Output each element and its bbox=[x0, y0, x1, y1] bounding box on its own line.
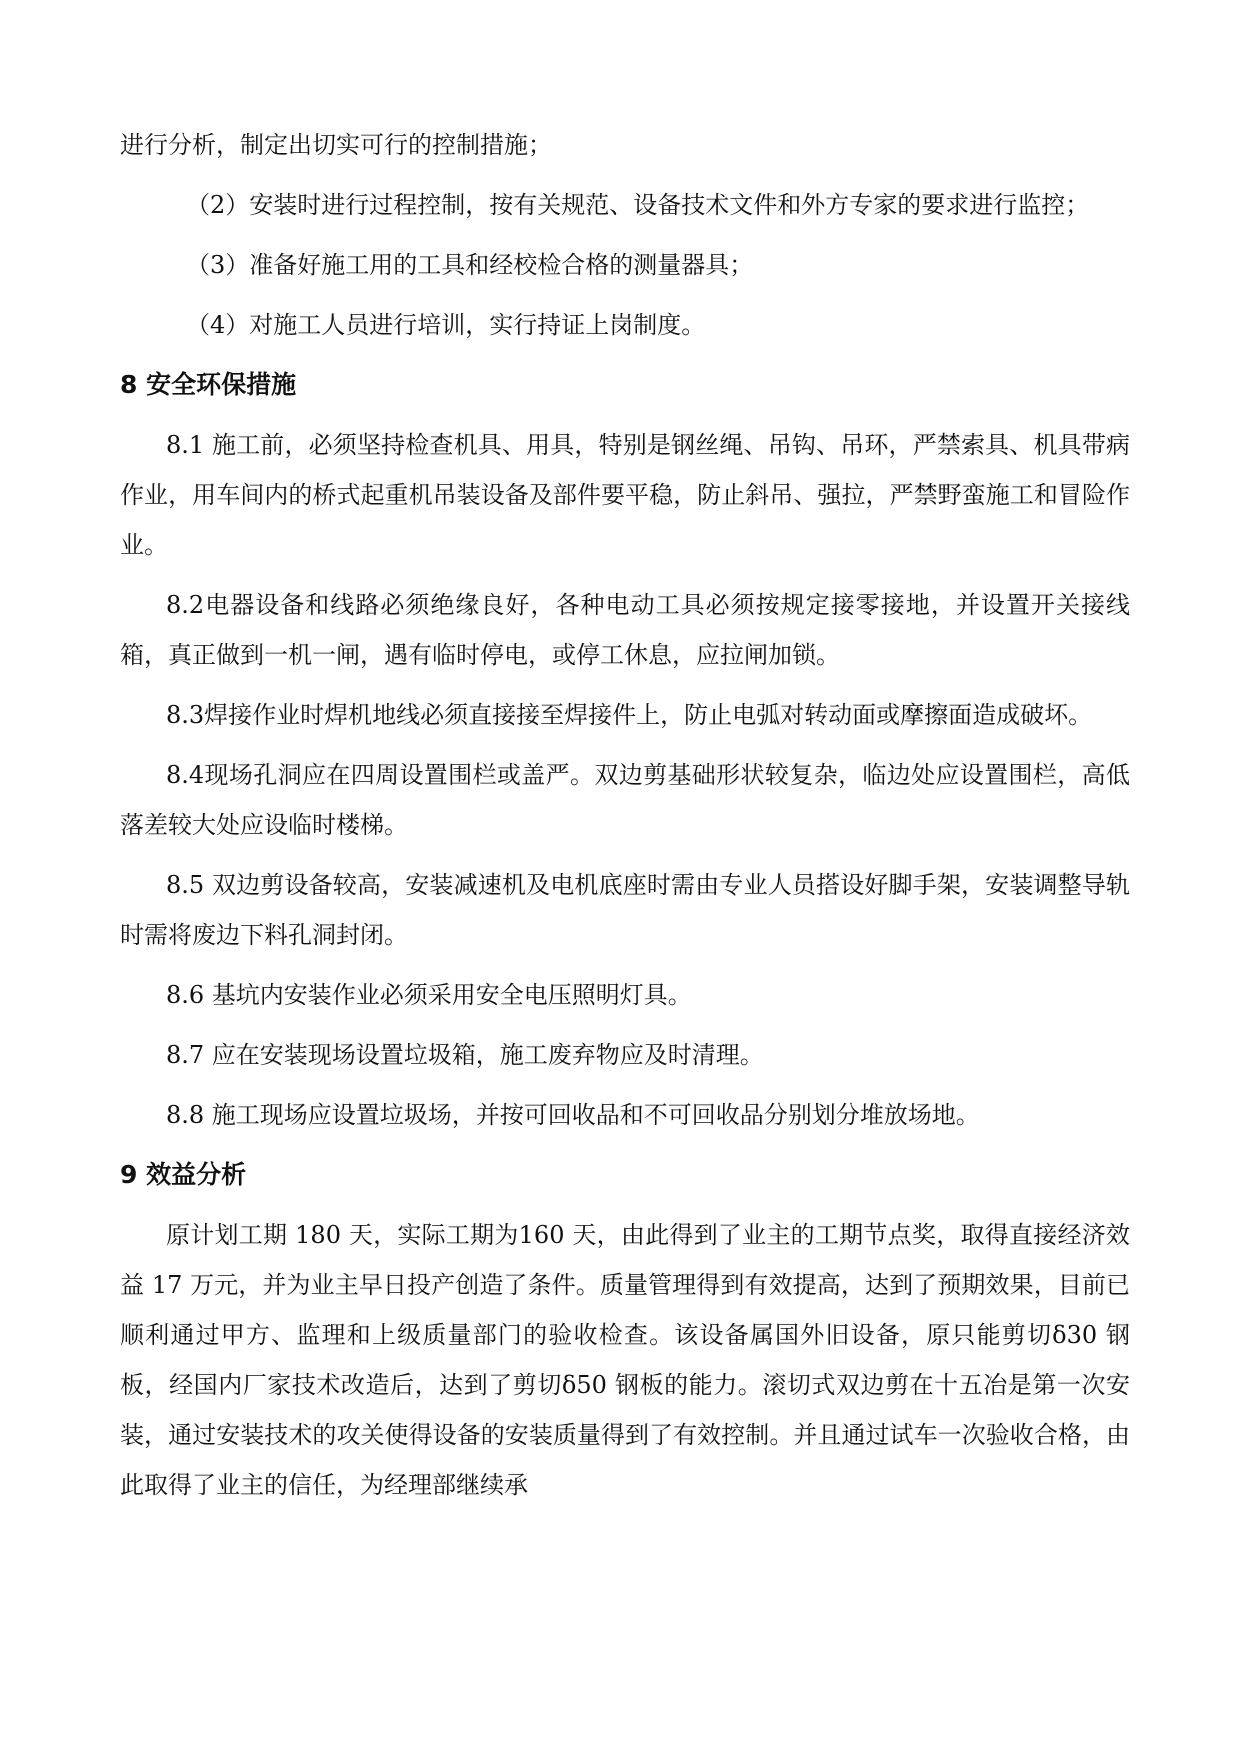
section-8-heading: 8 安全环保措施 bbox=[120, 370, 297, 399]
section-8-item: 8.8 施工现场应设置垃圾场，并按可回收品和不可回收品分别划分堆放场地。 bbox=[166, 1101, 980, 1129]
section-8-item: 8.3焊接作业时焊机地线必须直接接至焊接件上，防止电弧对转动面或摩擦面造成破坏。 bbox=[166, 701, 1093, 729]
list-item: （3）准备好施工用的工具和经校检合格的测量器具； bbox=[186, 251, 754, 279]
section-9-heading: 9 效益分析 bbox=[120, 1160, 247, 1189]
section-8-item: 8.6 基坑内安装作业必须采用安全电压照明灯具。 bbox=[166, 981, 692, 1009]
section-8-item: 8.4现场孔洞应在四周设置围栏或盖严。双边剪基础形状较复杂，临边处应设置围栏，高低落差较大处应设临时楼梯。 bbox=[120, 761, 1130, 839]
section-8-item: 8.7 应在安装现场设置垃圾箱，施工废弃物应及时清理。 bbox=[166, 1041, 764, 1069]
list-item: （2）安装时进行过程控制，按有关规范、设备技术文件和外方专家的要求进行监控； bbox=[186, 191, 1090, 219]
section-9-body: 原计划工期 180 天，实际工期为160 天，由此得到了业主的工期节点奖，取得直接经济效益 17 万元，并为业主早日投产创造了条件。质量管理得到有效提高，达到了预期效果，目前已顺利通过甲方、监理和上级质量部门的验收检查。该设备属国外旧设备，原只能剪切δ30 钢板，经国内厂家技术改造后，达到了剪切δ50 钢板的能力。滚切式双边剪在十五冶是第一次安装，通过安装技术的攻关使得设备的安装质量得到了有效控制。并且通过试车一次验收合格，由此取得了业主的信任，为经理部继续承 bbox=[120, 1221, 1130, 1499]
section-8-item: 8.5 双边剪设备较高，安装减速机及电机底座时需由专业人员搭设好脚手架，安装调整导轨时需将废边下料孔洞封闭。 bbox=[120, 871, 1130, 949]
list-item: （4）对施工人员进行培训，实行持证上岗制度。 bbox=[186, 311, 706, 339]
section-8-item: 8.1 施工前，必须坚持检查机具、用具，特别是钢丝绳、吊钩、吊环，严禁索具、机具带病作业，用车间内的桥式起重机吊装设备及部件要平稳，防止斜吊、强拉，严禁野蛮施工和冒险作业。 bbox=[120, 431, 1130, 559]
section-8-item: 8.2电器设备和线路必须绝缘良好，各种电动工具必须按规定接零接地，并设置开关接线箱，真正做到一机一闸，遇有临时停电，或停工休息，应拉闸加锁。 bbox=[120, 591, 1130, 669]
intro-paragraph: 进行分析，制定出切实可行的控制措施； bbox=[120, 131, 552, 159]
document-body bbox=[120, 120, 1130, 1520]
